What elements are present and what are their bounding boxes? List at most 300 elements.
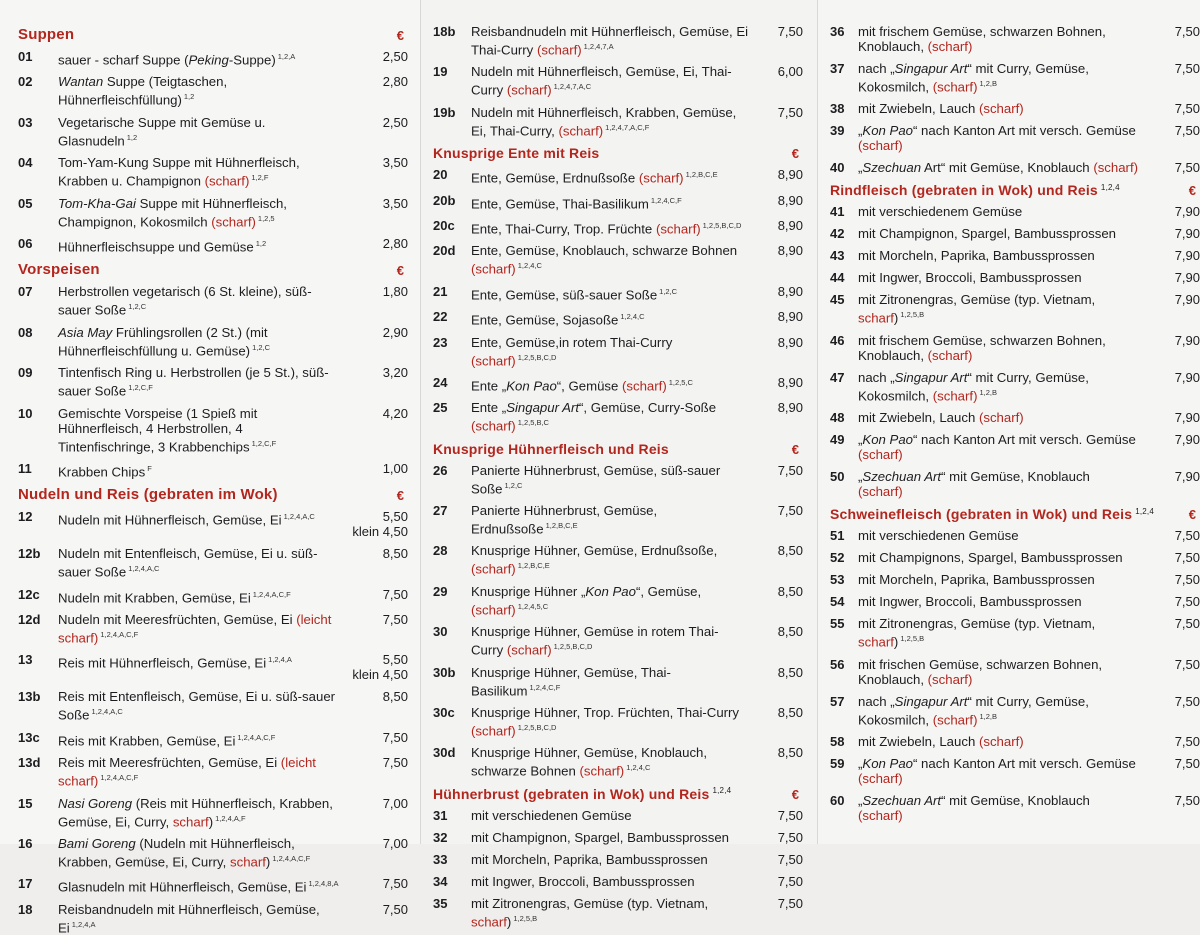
price-value: 8,50 xyxy=(777,705,803,721)
menu-section xyxy=(830,24,1200,175)
menu-item xyxy=(830,469,1200,499)
section-header xyxy=(433,145,803,161)
description-text: Nudeln mit Hühnerfleisch, Krabben, Gemüse, Ei, Thai-Curry, xyxy=(471,104,737,139)
spicy-label: (scharf) xyxy=(471,352,516,368)
item-description xyxy=(58,325,348,358)
description-text: Kon Pao xyxy=(585,583,636,599)
section-title-text: Vorspeisen xyxy=(18,261,100,279)
menu-item xyxy=(18,196,408,229)
menu-item xyxy=(18,74,408,107)
menu-item xyxy=(830,734,1200,749)
allergen-codes: 1,2,4,C,F xyxy=(650,195,682,205)
allergen-codes: 1,2,5,B,C,D xyxy=(517,723,557,733)
menu-item xyxy=(18,509,408,539)
description-text: „ xyxy=(858,792,863,808)
allergen-codes: 1,2,4,7,A,C,F xyxy=(605,122,650,132)
item-number: 40 xyxy=(830,160,845,176)
item-price xyxy=(1144,61,1200,76)
allergen-codes: 1,2,4,8,A xyxy=(308,879,339,889)
item-price xyxy=(1144,370,1200,385)
price-value: 7,50 xyxy=(777,851,803,867)
item-number: 20 xyxy=(433,167,448,183)
item-price xyxy=(755,193,803,208)
allergen-codes: 1,2,4,C xyxy=(626,763,651,773)
item-description xyxy=(58,876,348,894)
item-number: 17 xyxy=(18,876,33,892)
allergen-codes: 1,2,B,C,E xyxy=(545,521,578,531)
item-description xyxy=(471,624,755,657)
allergen-codes: 1,2,4,C xyxy=(517,261,542,271)
description-text: mit frischem Gemüse, schwarzen Bohnen, Knoblauch, xyxy=(858,24,1106,54)
spicy-label: (leicht scharf) xyxy=(58,755,316,789)
price-value: 7,50 xyxy=(777,462,803,478)
description-text: Herbstrollen vegetarisch (6 St. kleine), süß-sauer Soße xyxy=(58,284,312,318)
price-value: klein 4,50 xyxy=(352,524,408,540)
section-title-text: Knusprige Hühnerfleisch und Reis xyxy=(433,440,669,457)
item-number: 33 xyxy=(433,851,448,867)
menu-section xyxy=(433,145,803,434)
description-text: Kon Pao xyxy=(506,378,557,394)
price-value: 2,50 xyxy=(382,114,408,130)
section-title xyxy=(18,26,74,43)
menu-item xyxy=(18,689,408,722)
menu-item xyxy=(18,755,408,788)
item-price xyxy=(755,624,803,639)
description-text: Ente, Gemüse, Sojasoße xyxy=(471,312,619,328)
price-value: 7,50 xyxy=(1174,123,1200,139)
description-text: mit verschiedenen Gemüse xyxy=(858,528,1019,544)
description-text: Singapur Art xyxy=(894,369,968,385)
price-value: 7,90 xyxy=(1174,332,1200,348)
item-number: 16 xyxy=(18,836,33,852)
description-text: Reis mit Krabben, Gemüse, Ei xyxy=(58,733,236,749)
item-price xyxy=(755,335,803,350)
item-description xyxy=(58,689,348,722)
item-price xyxy=(755,745,803,760)
menu-section xyxy=(433,441,803,779)
allergen-codes: 1,2,4,A xyxy=(71,919,96,929)
item-description xyxy=(471,503,755,536)
menu-section xyxy=(433,786,803,929)
item-price xyxy=(1144,550,1200,565)
section-title xyxy=(830,182,1120,198)
item-description xyxy=(471,584,755,617)
price-value: 7,50 xyxy=(1174,550,1200,566)
price-value: klein 4,50 xyxy=(352,667,408,683)
menu-item xyxy=(18,902,408,935)
menu-item xyxy=(433,543,803,576)
spicy-label: scharf xyxy=(858,634,894,650)
section-title-text: Rindfleisch (gebraten in Wok) und Reis xyxy=(830,182,1098,199)
menu-item xyxy=(830,160,1200,175)
item-description xyxy=(858,793,1144,823)
item-number: 29 xyxy=(433,583,448,599)
item-number: 44 xyxy=(830,270,845,286)
description-text: Hühnerfleischsuppe und Gemüse xyxy=(58,239,254,255)
spicy-label: (scharf) xyxy=(471,418,516,434)
item-description xyxy=(471,543,755,576)
item-number: 45 xyxy=(830,292,845,308)
item-price xyxy=(348,406,408,421)
item-number: 07 xyxy=(18,284,33,300)
item-number: 12b xyxy=(18,546,41,562)
menu-item xyxy=(830,101,1200,116)
item-description xyxy=(858,410,1144,425)
description-text: Knusprige Hühner, Gemüse, Knoblauch, schwarze Bohnen xyxy=(471,745,708,779)
currency-symbol: € xyxy=(1188,507,1196,523)
description-text: mit Zitronengras, Gemüse xyxy=(471,895,628,911)
item-description xyxy=(858,226,1144,241)
menu-item xyxy=(18,730,408,748)
allergen-codes: 1,2,F xyxy=(251,173,269,183)
description-text: mit Morcheln, Paprika, Bambussprossen xyxy=(858,248,1095,264)
item-number: 13b xyxy=(18,689,41,705)
spicy-label: (scharf) xyxy=(655,221,701,237)
price-value: 7,90 xyxy=(1174,270,1200,286)
item-number: 19b xyxy=(433,104,456,120)
item-price xyxy=(1144,270,1200,285)
description-text: Singapur Art xyxy=(894,693,968,709)
spicy-label: (scharf) xyxy=(1093,160,1139,176)
menu-item xyxy=(433,400,803,433)
menu-item xyxy=(830,248,1200,263)
price-value: 5,50 xyxy=(382,652,408,668)
item-description xyxy=(471,400,755,433)
menu-item xyxy=(18,236,408,254)
description-text: mit frischem Gemüse, schwarzen Bohnen, Knoblauch, xyxy=(858,332,1106,363)
description-text: ) xyxy=(893,310,899,326)
price-value: 7,90 xyxy=(1174,248,1200,264)
menu-item xyxy=(830,123,1200,153)
item-description xyxy=(858,756,1144,786)
menu-item xyxy=(830,616,1200,649)
item-price xyxy=(348,155,408,170)
item-number: 26 xyxy=(433,462,448,478)
menu-item xyxy=(433,896,803,929)
allergen-codes: 1,2,C,F xyxy=(251,438,277,448)
price-value: 7,50 xyxy=(1174,528,1200,544)
item-description xyxy=(471,243,755,276)
spicy-label: (scharf) xyxy=(858,807,903,823)
item-description xyxy=(858,292,1144,325)
item-price xyxy=(755,503,803,518)
menu-item xyxy=(18,876,408,894)
item-price xyxy=(348,730,408,745)
price-value: 7,50 xyxy=(777,24,803,39)
item-description xyxy=(471,830,755,845)
description-text: Ente „ xyxy=(471,378,507,394)
spicy-label: (scharf) xyxy=(506,82,552,98)
item-description xyxy=(858,550,1144,565)
currency-symbol: € xyxy=(396,263,404,279)
description-text: “ nach Kanton Art mit versch. Gemüse xyxy=(913,432,1136,448)
menu-section xyxy=(433,24,803,138)
menu-item xyxy=(18,155,408,188)
spicy-label: (scharf) xyxy=(932,388,978,404)
description-text: Nudeln mit Hühnerfleisch, Gemüse, Ei, Thai-Curry xyxy=(471,64,732,98)
item-description xyxy=(858,528,1144,543)
description-text: “ mit Curry, Gemüse, Kokosmilch, xyxy=(858,369,1089,404)
menu-item xyxy=(433,665,803,698)
spicy-label: (scharf) xyxy=(927,39,973,54)
description-text: mit verschiedenem Gemüse xyxy=(858,204,1023,220)
description-text: mit Ingwer, Broccoli, Bambussprossen xyxy=(858,270,1082,286)
description-text: Nasi Goreng xyxy=(58,795,133,811)
item-description xyxy=(858,370,1144,403)
item-number: 53 xyxy=(830,572,845,588)
item-price xyxy=(755,896,803,911)
price-value: 7,90 xyxy=(1174,469,1200,485)
item-price xyxy=(348,689,408,704)
item-price xyxy=(1144,756,1200,771)
item-description xyxy=(471,852,755,867)
menu-item xyxy=(433,64,803,97)
description-text: “, Gemüse, xyxy=(635,583,702,599)
spicy-label: (scharf) xyxy=(638,170,684,186)
item-description xyxy=(858,24,1144,54)
price-value: 7,50 xyxy=(382,729,408,745)
item-price xyxy=(1144,333,1200,348)
menu-item xyxy=(18,836,408,869)
description-text: „ xyxy=(858,755,863,771)
item-description xyxy=(471,167,755,185)
spicy-label: (scharf) xyxy=(471,561,516,577)
menu-item xyxy=(830,550,1200,565)
allergen-codes: 1,2,C,F xyxy=(128,383,153,393)
item-number: 03 xyxy=(18,114,33,130)
item-number: 52 xyxy=(830,550,845,566)
spicy-label: (scharf) xyxy=(932,711,978,727)
item-description xyxy=(58,365,348,398)
item-number: 46 xyxy=(830,332,845,348)
section-title xyxy=(18,261,100,278)
spicy-label: (scharf) xyxy=(536,42,582,58)
price-value: 7,50 xyxy=(382,755,408,771)
price-value: 8,90 xyxy=(777,283,803,299)
menu-item xyxy=(433,705,803,738)
description-text: Krabben Chips xyxy=(58,464,146,480)
item-number: 50 xyxy=(830,469,845,485)
description-text: Singapur Art xyxy=(894,61,968,76)
item-description xyxy=(858,160,1144,175)
menu-item xyxy=(830,432,1200,462)
price-value: 8,90 xyxy=(777,374,803,390)
item-description xyxy=(858,123,1144,153)
description-text: Kon Pao xyxy=(862,432,913,448)
description-text: Nudeln mit Hühnerfleisch, Gemüse, Ei xyxy=(58,512,282,528)
item-number: 30c xyxy=(433,705,455,721)
item-price xyxy=(348,612,408,627)
price-value: 7,50 xyxy=(1174,594,1200,610)
spicy-label: scharf xyxy=(858,310,894,326)
price-value: 8,50 xyxy=(777,745,803,761)
section-title xyxy=(830,506,1154,522)
menu-item xyxy=(433,624,803,657)
item-price xyxy=(1144,226,1200,241)
menu-item xyxy=(830,528,1200,543)
item-price xyxy=(348,652,408,682)
allergen-codes: 1,2 xyxy=(183,92,195,102)
item-description xyxy=(58,406,348,454)
description-text: Knusprige Hühner, Gemüse, Thai-Basilikum xyxy=(471,664,671,699)
item-number: 24 xyxy=(433,374,448,390)
menu-item xyxy=(433,503,803,536)
item-price xyxy=(348,755,408,770)
allergen-codes: 1,2,4,A,C,F xyxy=(272,854,311,864)
item-price xyxy=(348,74,408,89)
allergen-codes: 1,2,4,C xyxy=(620,312,645,322)
description-text: Knusprige Hühner, Gemüse, Erdnußsoße, xyxy=(471,543,718,559)
description-text: “ mit Curry, Gemüse, Kokosmilch, xyxy=(858,693,1089,727)
item-description xyxy=(471,375,755,393)
item-price xyxy=(755,24,803,39)
price-value: 7,00 xyxy=(382,795,408,811)
description-text: mit verschiedenen Gemüse xyxy=(471,807,632,823)
allergen-codes: 1,2,5,B,C,D xyxy=(702,220,742,230)
item-description xyxy=(58,587,348,605)
menu-item xyxy=(433,24,803,57)
menu-item xyxy=(18,284,408,317)
item-price xyxy=(755,830,803,845)
item-price xyxy=(1144,469,1200,484)
menu-item xyxy=(433,167,803,185)
description-text: Bami Goreng xyxy=(58,836,136,852)
menu-item xyxy=(830,594,1200,609)
spicy-label: (scharf) xyxy=(622,378,667,394)
menu-item xyxy=(830,572,1200,587)
price-value: 6,00 xyxy=(777,64,803,80)
description-text: Nudeln mit Entenfleisch, Gemüse, Ei u. süß-sauer Soße xyxy=(58,546,318,580)
item-price xyxy=(1144,734,1200,749)
item-description xyxy=(471,193,755,211)
item-description xyxy=(58,652,348,670)
menu-item xyxy=(433,218,803,236)
item-price xyxy=(1144,793,1200,808)
price-value: 4,20 xyxy=(382,405,408,421)
item-number: 57 xyxy=(830,693,845,709)
allergen-codes: 1,2,4,A xyxy=(268,655,292,665)
item-number: 18b xyxy=(433,24,456,39)
item-number: 12c xyxy=(18,586,40,602)
price-value: 7,90 xyxy=(1174,292,1200,308)
spicy-label: (scharf) xyxy=(978,410,1024,426)
description-text: Kon Pao xyxy=(862,755,913,771)
allergen-codes: F xyxy=(147,463,152,473)
description-text: Nudeln mit Meeresfrüchten, Gemüse, Ei xyxy=(58,612,297,628)
description-text: “ nach Kanton Art mit versch. Gemüse xyxy=(913,123,1136,139)
menu-item xyxy=(830,204,1200,219)
description-text: Art“ mit Gemüse, Knoblauch xyxy=(921,160,1094,176)
item-price xyxy=(1144,657,1200,672)
item-number: 20d xyxy=(433,243,456,259)
item-description xyxy=(858,616,1144,649)
allergen-codes: 1,2,5,C xyxy=(668,377,693,387)
item-number: 05 xyxy=(18,195,33,211)
description-text: (typ. Vietnam, xyxy=(627,895,709,911)
menu-item xyxy=(18,406,408,454)
item-description xyxy=(471,808,755,823)
allergen-codes: 1,2 xyxy=(126,132,138,142)
description-text: Reis mit Hühnerfleisch, Gemüse, Ei xyxy=(58,655,267,671)
price-value: 2,80 xyxy=(382,235,408,251)
menu-section xyxy=(18,486,408,935)
allergen-codes: 1,2,C xyxy=(504,480,523,490)
description-text: mit Champignon, Spargel, Bambussprossen xyxy=(858,226,1117,242)
item-number: 19 xyxy=(433,64,448,80)
description-text: mit Champignon, Spargel, Bambussprossen xyxy=(471,829,730,845)
item-number: 58 xyxy=(830,733,845,749)
menu-item xyxy=(830,226,1200,241)
allergen-codes: 1,2,4,7,A xyxy=(583,42,614,51)
section-header xyxy=(18,26,408,43)
price-value: 7,50 xyxy=(777,873,803,889)
item-price xyxy=(348,284,408,299)
section-allergen-codes: 1,2,4 xyxy=(712,786,732,796)
menu-item xyxy=(433,745,803,778)
item-number: 48 xyxy=(830,410,845,426)
allergen-codes: 1,2,C xyxy=(659,286,678,296)
allergen-codes: 1,2,4,A,C,F xyxy=(100,630,139,640)
item-description xyxy=(58,509,348,527)
menu-item xyxy=(830,370,1200,403)
item-description xyxy=(58,730,348,748)
menu-section xyxy=(830,182,1200,499)
item-price xyxy=(348,115,408,130)
menu-item xyxy=(18,49,408,67)
item-price xyxy=(1144,616,1200,631)
item-description xyxy=(58,196,348,229)
item-description xyxy=(58,796,348,829)
allergen-codes: 1,2,B,C,E xyxy=(517,561,550,571)
spicy-label: (scharf) xyxy=(471,602,516,618)
description-text: „ xyxy=(858,469,863,485)
item-number: 34 xyxy=(433,873,448,889)
price-value: 5,50 xyxy=(382,509,408,525)
menu-item xyxy=(18,796,408,829)
item-number: 28 xyxy=(433,543,448,559)
description-text: Knusprige Hühner, Trop. Früchten, Thai-Curry xyxy=(471,705,740,721)
item-description xyxy=(858,657,1144,687)
item-price xyxy=(755,284,803,299)
menu-item xyxy=(18,365,408,398)
item-price xyxy=(755,852,803,867)
description-text: Ente, Thai-Curry, Trop. Früchte xyxy=(471,221,656,237)
section-header xyxy=(830,506,1200,522)
price-value: 8,90 xyxy=(777,217,803,233)
description-text: Knusprige Hühner „ xyxy=(471,583,586,599)
menu-item xyxy=(18,652,408,682)
description-text: mit Ingwer, Broccoli, Bambussprossen xyxy=(471,873,695,889)
price-value: 3,50 xyxy=(382,155,408,171)
item-number: 51 xyxy=(830,528,845,544)
item-price xyxy=(348,587,408,602)
price-value: 7,50 xyxy=(382,876,408,892)
menu-item xyxy=(433,105,803,138)
spicy-label: (scharf) xyxy=(858,770,903,786)
item-description xyxy=(471,745,755,778)
item-number: 18 xyxy=(18,901,33,917)
menu-item xyxy=(433,309,803,327)
description-text: mit Morcheln, Paprika, Bambussprossen xyxy=(471,851,708,867)
item-price xyxy=(755,584,803,599)
item-description xyxy=(471,24,755,57)
section-title-text: Nudeln und Reis (gebraten im Wok) xyxy=(18,486,278,504)
price-value: 7,50 xyxy=(1174,160,1200,176)
allergen-codes: 1,2,5,B,C,D xyxy=(517,352,557,362)
description-text: Ente, Gemüse, Knoblauch, schwarze Bohnen xyxy=(471,243,738,259)
price-value: 7,00 xyxy=(382,836,408,852)
item-description xyxy=(471,284,755,302)
